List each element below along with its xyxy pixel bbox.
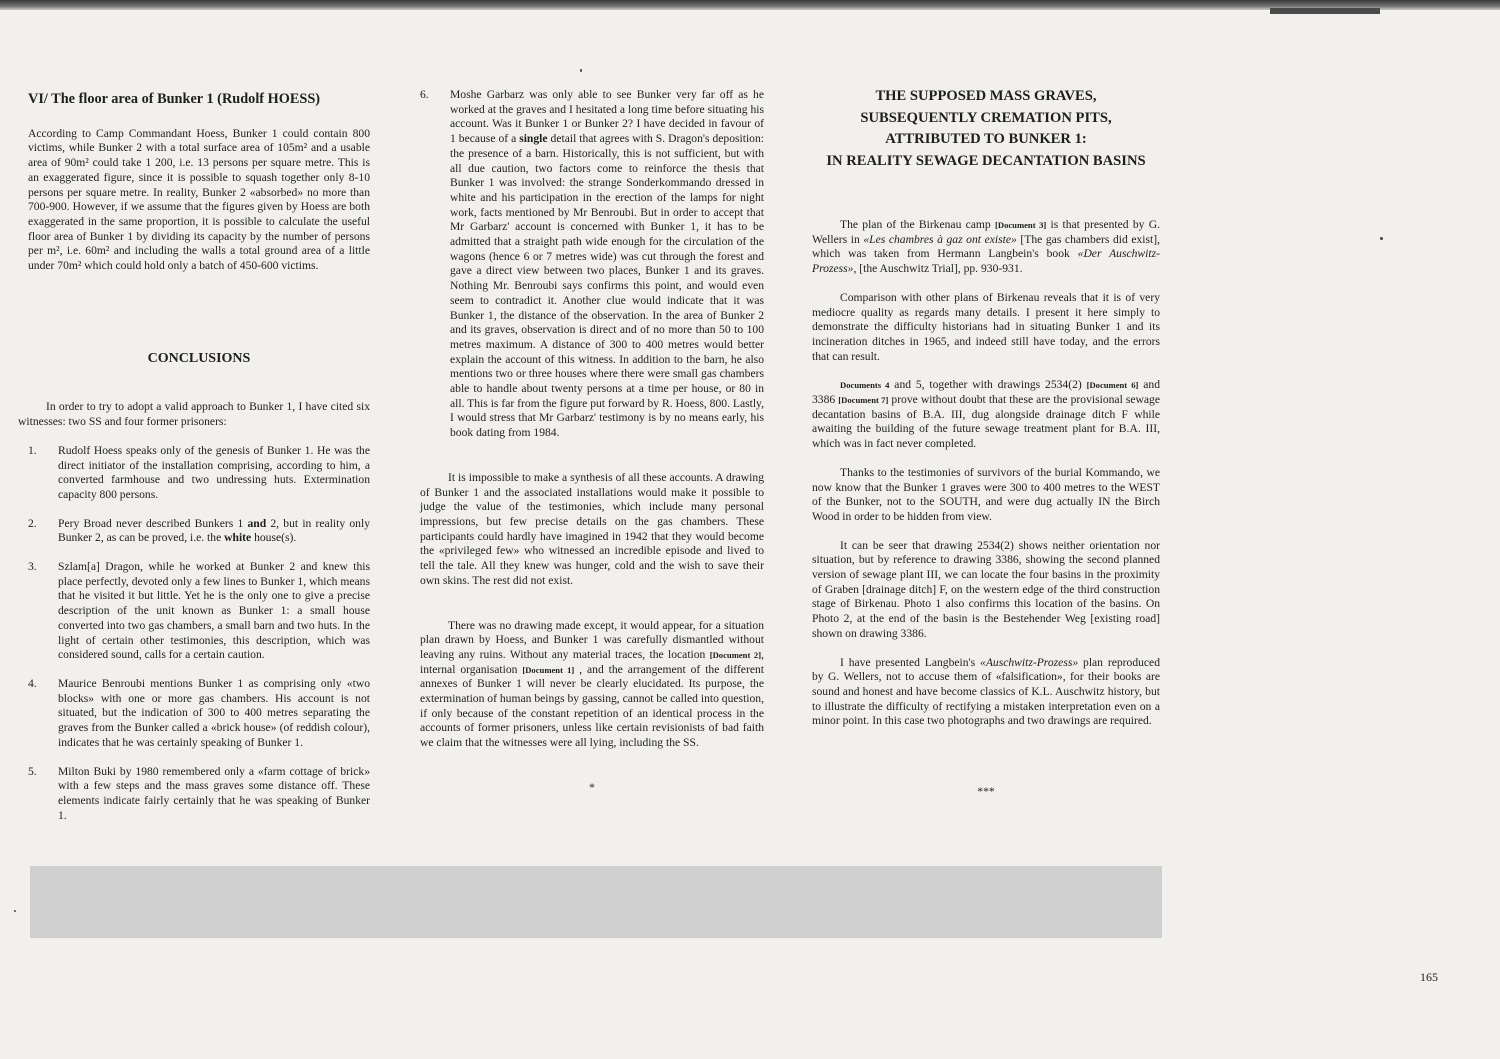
list-item: 3. Szlam[a] Dragon, while he worked at Bunker 2 and knew this place perfectly, devoted only a few lines to Bunker 1, which means that he visited it but little. Yet he is the only one to give a precise description of the unit known as Bunker 1: a small house converted into two gas chambers, a small barn and two huts. In the light of certain other testimonies, this description, which was considered sound, calls for a certain caution. [28, 560, 370, 662]
speck [580, 69, 582, 72]
section-title: VI/ The floor area of Bunker 1 (Rudolf HOESS) [28, 91, 321, 107]
testimonies-paragraph: Thanks to the testimonies of survivors of the burial Kommando, we now know that the Bunker 1 graves were 300 to 400 metres to the WEST of the Bunker, not to the SOUTH, and were dug actually IN the Birch Wood in order to be hidden from view. [812, 465, 1160, 523]
comparison-paragraph: Comparison with other plans of Birkenau reveals that it is of very mediocre quality as regards many details. I present it here simply to demonstrate the difficulty historians had in situating Bunker 1 and its incineration ditches in 1965, and indeed still have today, and the errors that can result. [812, 290, 1160, 363]
list-item: 5. Milton Buki by 1980 remembered only a «farm cottage of brick» with a few steps and the mass graves some distance off. These elements indicate fairly certainly that he was speaking of Bunker 1. [28, 764, 370, 822]
list-item: 1. Rudolf Hoess speaks only of the genesis of Bunker 1. He was the direct initiator of the installation comprising, according to him, a converted farmhouse and two undressing huts. Extermination capacity 800 persons. [28, 443, 370, 501]
section-separator: *** [977, 785, 995, 799]
witness-list [28, 444, 370, 823]
drawing-paragraph: There was no drawing made except, it would appear, for a situation plan drawn by Hoess, and Bunker 1 was carefully dismantled without leaving any ruins. Without any material traces, the location [Document 2], internal organisation [Document 1] , and the arrangement of the different annexes of Bunker 1 will never be clearly elucidated. Its purpose, the extermination of human beings by gassing, cannot be called into question, if only because of the constant repetition of an identical process in the accounts of former prisoners, unless like certain revisionists of bad faith we claim that the witnesses were all lying, including the SS. [420, 618, 764, 750]
gray-band [30, 866, 1162, 938]
list-item: 4. Maurice Benroubi mentions Bunker 1 as comprising only «two blocks» with one or more gas chambers. His account is not situated, but the indication of 300 to 400 metres separating the graves from the Bunker called a «brick house» (of reddish colour), indicates that he was certainly speaking of Bunker 1. [28, 676, 370, 749]
section-separator: * [589, 780, 595, 794]
documents-paragraph: Documents 4 and 5, together with drawings 2534(2) [Document 6] and 3386 [Document 7] prove without doubt that these are the provisional sewage decantation basins of B.A. III, dug alongside drainage ditch F while awaiting the building of the future sewage treatment plant for B.A. III, which was in fact never completed. [812, 378, 1160, 451]
list-item: 2. Pery Broad never described Bunkers 1 and 2, but in reality only Bunker 2, as can be proved, i.e. the white house(s). [28, 516, 370, 545]
conclusions-heading: CONCLUSIONS [147, 350, 251, 366]
conclusions-intro: In order to try to adopt a valid approach to Bunker 1, I have cited six witnesses: two SS and four former prisoners: [18, 400, 370, 429]
langbein-paragraph: I have presented Langbein's «Auschwitz-Prozess» plan reproduced by G. Wellers, not to accuse them of «falsification», for their books are sound and honest and have become classics of K.L. Auschwitz history, but to illustrate the difficulty of rectifying a mistaken interpretation even on a minor point. In this case two photographs and two drawings are required. [812, 655, 1160, 728]
column-right [812, 86, 1160, 800]
list-item: 6. Moshe Garbarz was only able to see Bunker very far off as he worked at the graves and I hesitated a long time before situating his account. Was it Bunker 1 or Bunker 2? I have decided in favour of 1 because of a single detail that agrees with S. Dragon's deposition: the presence of a barn. Historically, this is not sufficient, but with all due caution, two factors come to reinforce the thesis that Bunker 1 was involved: the strange Sonderkommando dressed in white and his participation in the erection of the lamps for night work, facts mentioned by Mr Benroubi. But in order to accept that Mr Garbarz' account is concerned with Bunker 1, it has to be admitted that a straight path wide enough for the circulation of the wagons (hence 6 or 7 metres wide) was cut through the forest and gave a direct view between two places, Bunker 1 and its graves. Nothing Mr. Benroubi says confirms this point, and would even seem to contradict it. Another clue would indicate that it was Bunker 1, the distance of the observation. In the area of Bunker 2 and its graves, observation is direct and of no more than 50 to 100 metres maximum. A distance of 300 to 400 metres would better explain the account of this witness. In addition to the barn, he also mentions two or three houses where there were small gas chambers able to handle about twenty persons at a time per house, or 80 in all. This is far from the figure put forward by R. Hoess, 800. Lastly, I would stress that Mr Garbarz' testimony is by no means early, his book dating from 1984. [420, 88, 764, 440]
birkenau-plan-paragraph: The plan of the Birkenau camp [Document 3] is that presented by G. Wellers in «Les chambres à gaz ont existe» [The gas chambers did exist], which was taken from Hermann Langbein's book «Der Auschwitz-Prozess», [the Auschwitz Trial], pp. 930-931. [812, 218, 1161, 276]
column-left [18, 91, 370, 823]
column-middle [420, 88, 764, 796]
drawing-orientation-paragraph: It can be seer that drawing 2534(2) shows neither orientation nor situation, but by reference to drawing 3386, showing the second planned version of sewage plant III, we can locate the four basins in the proximity of Graben [drainage ditch] F, on the western edge of the third construction stage of Birkenau. Photo 1 also confirms this location of the basins. On Photo 2, at the end of the basin is the Bestehender Weg [existing road] shown on drawing 3386. [812, 538, 1160, 640]
synthesis-paragraph: It is impossible to make a synthesis of all these accounts. A drawing of Bunker 1 and the associated installations would make it possible to judge the value of the testimonies, which include many personal impressions, but few precise details on the gas chambers. These participants could hardly have imagined in 1942 that they would become the «privileged few» who witnessed an incredible episode and lived to tell the tale. All they knew was hunger, cold and the wish to save their own skins. The rest did not exist. [420, 470, 764, 587]
page-number: 165 [1420, 970, 1438, 984]
speck [14, 910, 16, 912]
speck [1380, 237, 1383, 240]
floor-area-paragraph: According to Camp Commandant Hoess, Bunker 1 could contain 800 victims, while Bunker 2 with a total surface area of 105m² and a usable area of 90m² could take 1 200, i.e. 13 persons per square metre. This is an exaggerated figure, since it is possible to squash together only 8-10 persons per square metre. In reality, Bunker 2 «absorbed» no more than 700-900. However, if we assume that the figures given by Hoess are both exaggerated in the same proportion, it is possible to calculate the useful floor area of Bunker 1 by dividing its capacity by the number of persons per m², i.e. 60m² and including the walls a total ground area of a little under 70m² which could hold only a batch of 450-600 victims. [28, 126, 370, 273]
page-top-edge-notch [1270, 8, 1380, 14]
chapter-heading: THE SUPPOSED MASS GRAVES, SUBSEQUENTLY CREMATION PITS, ATTRIBUTED TO BUNKER 1: IN REALITY SEWAGE DECANTATION BASINS [826, 88, 1146, 169]
